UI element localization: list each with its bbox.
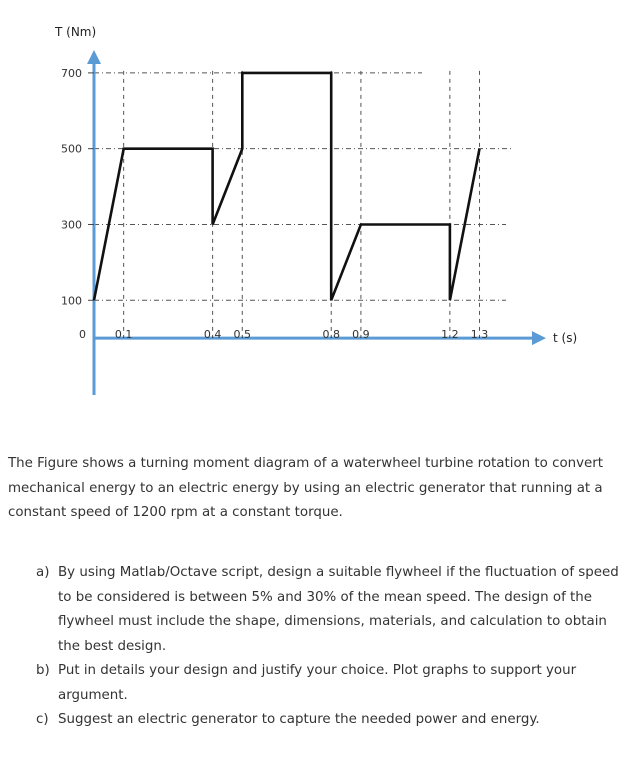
question-list: [36, 561, 632, 733]
x-tick-label: 0.8: [322, 328, 340, 341]
y-axis-arrowhead: [87, 50, 101, 64]
question-marker: a): [36, 565, 50, 580]
y-axis-label: T (Nm): [55, 25, 97, 39]
y-ticks: [61, 67, 94, 307]
x-axis-label: t (s): [553, 331, 578, 346]
question-text: By using Matlab/Octave script, design a suitable flywheel if the fluctuation of speed to be considered is between 5% and 30% of the mean speed. The design of the flywheel must include the shape, dimensions, materials, and calculation to obtain the best design.: [58, 565, 619, 654]
x-tick-label: 1.2: [441, 328, 459, 341]
question-marker: c): [36, 712, 49, 727]
question-marker: b): [36, 663, 50, 678]
x-tick-label: 0.9: [352, 328, 370, 341]
x-axis-arrowhead: [532, 331, 546, 345]
question-text: Suggest an electric generator to capture the needed power and energy.: [58, 712, 540, 727]
x-tick-label: 0: [79, 328, 86, 341]
x-tick-label: 0.5: [233, 328, 252, 341]
question-item: [36, 708, 632, 733]
y-tick-label: 100: [61, 294, 82, 308]
y-tick-label: 500: [61, 142, 82, 156]
x-tick-label: 0.4: [203, 328, 222, 341]
question-item: [36, 561, 632, 659]
y-tick-label: 300: [61, 218, 82, 232]
question-item: [36, 659, 632, 708]
question-text: Put in details your design and justify your choice. Plot graphs to support your argument.: [58, 663, 577, 703]
axes: [87, 50, 546, 395]
turning-moment-line: [94, 73, 480, 300]
x-tick-label: 0.1: [114, 328, 133, 341]
problem-intro: The Figure shows a turning moment diagram of a waterwheel turbine rotation to convert mechanical energy to an electric energy by using an electric generator that running at a constant speed of 1200 rpm at a constant torque.: [8, 456, 604, 520]
y-tick-label: 700: [61, 66, 82, 80]
x-tick-label: 1.3: [470, 328, 489, 341]
